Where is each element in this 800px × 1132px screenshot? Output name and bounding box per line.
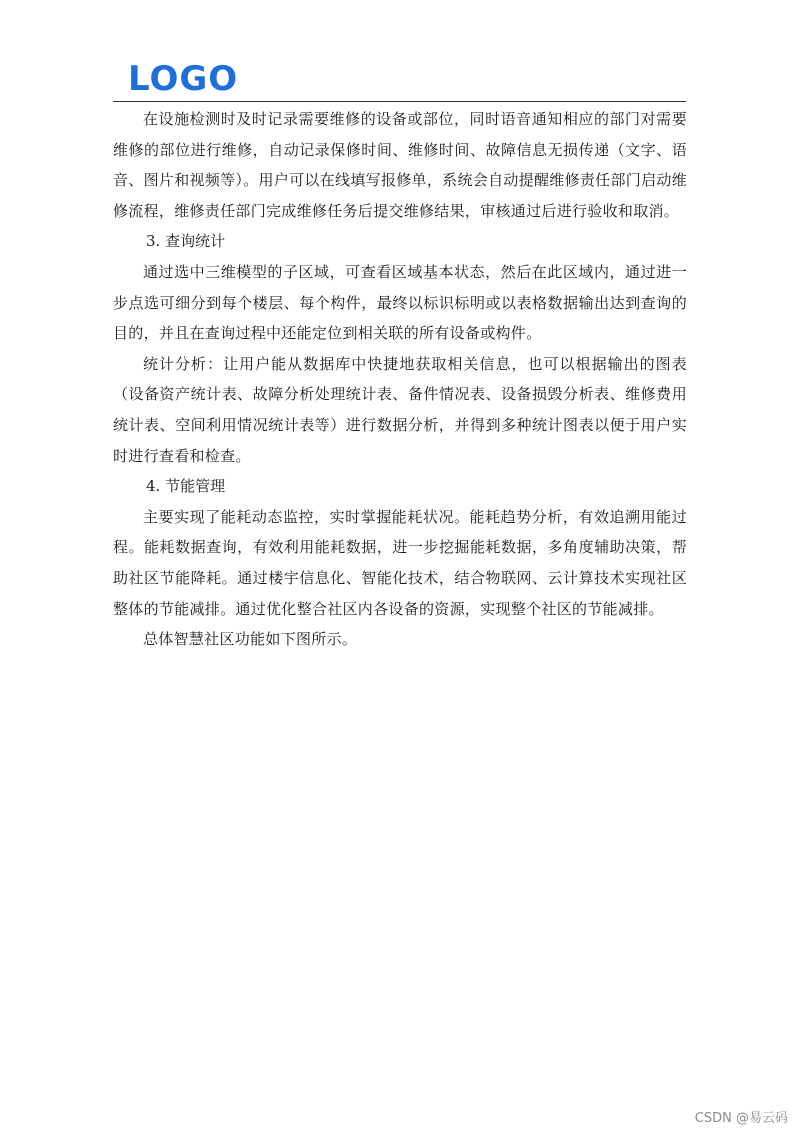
watermark: CSDN @易云码 — [694, 1111, 788, 1126]
section-heading-query: 3. 查询统计 — [146, 232, 226, 251]
paragraph-statistics: 统计分析：让用户能从数据库中快捷地获取相关信息，也可以根据输出的图表（设备资产统计表、故障分析处理统计表、备件情况表、设备损毁分析表、维修费用统计表、空间利用情况统计表等）进行数据分析，并得到多种统计图表以便于用户实时进行查看和检查。 — [113, 354, 687, 465]
header-divider — [113, 101, 686, 102]
paragraph-query: 通过选中三维模型的子区域，可查看区域基本状态，然后在此区域内，通过进一步点选可细分到每个楼层、每个构件，最终以标识标明或以表格数据输出达到查询的目的，并且在查询过程中还能定位到相关联的所有设备或构件。 — [113, 262, 687, 343]
logo: LOGO — [128, 59, 239, 99]
document-body — [113, 104, 687, 655]
paragraph-maintenance: 在设施检测时及时记录需要维修的设备或部位，同时语音通知相应的部门对需要维修的部位进行维修，自动记录保修时间、维修时间、故障信息无损传递（文字、语音、图片和视频等）。用户可以在线填写报修单，系统会自动提醒维修责任部门启动维修流程，维修责任部门完成维修任务后提交维修结果，审核通过后进行验收和取消。 — [113, 110, 687, 220]
paragraph-energy: 主要实现了能耗动态监控，实时掌握能耗状况。能耗趋势分析，有效追溯用能过程。能耗数据查询，有效利用能耗数据，进一步挖掘能耗数据，多角度辅助决策，帮助社区节能降耗。通过楼宇信息化、智能化技术，结合物联网、云计算技术实现社区整体的节能减排。通过优化整合社区内各设备的资源，实现整个社区的节能减排。 — [113, 507, 687, 618]
section-heading-energy: 4. 节能管理 — [146, 477, 226, 496]
paragraph-summary: 总体智慧社区功能如下图所示。 — [143, 630, 358, 649]
